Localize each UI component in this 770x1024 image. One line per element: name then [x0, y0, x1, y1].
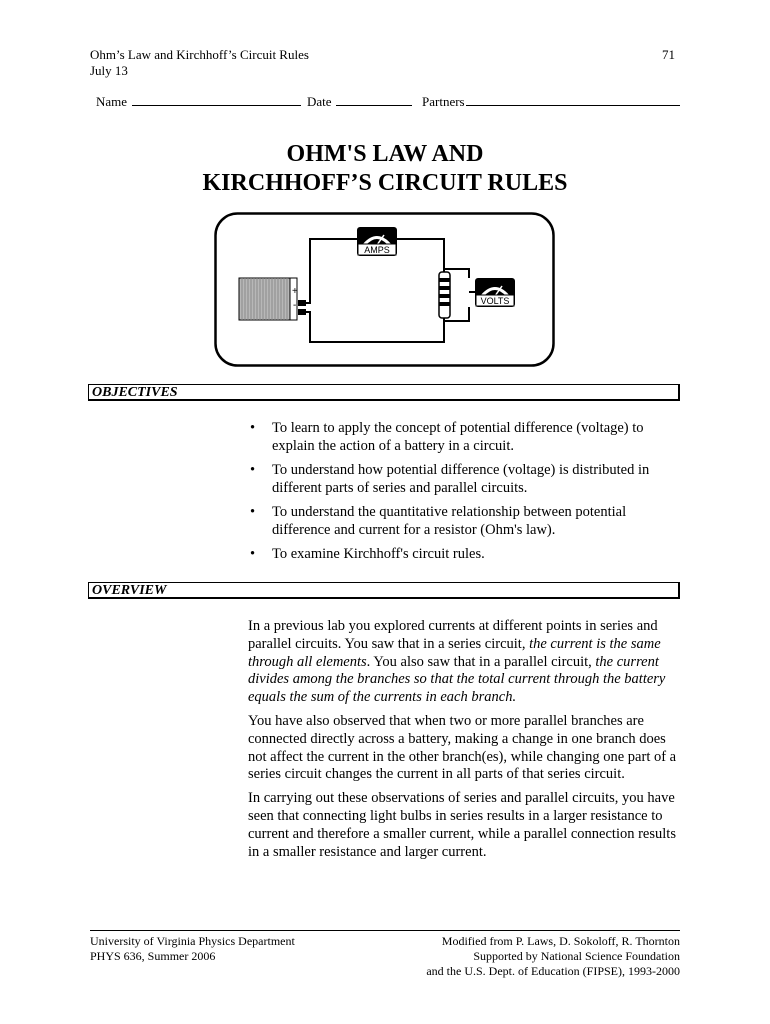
ammeter-icon	[357, 227, 397, 256]
footer-course: PHYS 636, Summer 2006	[90, 949, 216, 963]
partners-label: Partners	[422, 94, 465, 109]
overview-body	[248, 618, 680, 867]
resistor-icon	[439, 272, 450, 318]
running-header-title: Ohm’s Law and Kirchhoff’s Circuit Rules	[90, 47, 309, 62]
overview-section-bar	[88, 582, 680, 599]
list-item: • To examine Kirchhoff's circuit rules.	[250, 546, 485, 562]
ammeter-label: AMPS	[364, 245, 390, 255]
name-field[interactable]	[132, 94, 301, 106]
page-number: 71	[662, 47, 675, 62]
battery-plus-label: +	[292, 286, 298, 297]
footer-credit-3: and the U.S. Dept. of Education (FIPSE), 1993-2000	[426, 964, 680, 978]
partners-field[interactable]	[466, 94, 680, 106]
list-item: • To learn to apply the concept of potential difference (voltage) to explain the action of a battery in a circuit.	[250, 420, 644, 454]
footer-rule	[90, 930, 680, 931]
voltmeter-label: VOLTS	[480, 296, 510, 306]
overview-heading: OVERVIEW	[92, 583, 167, 598]
battery-icon	[239, 278, 306, 320]
overview-paragraph-2: You have also observed that when two or more parallel branches are connected directly across a battery, making a change in one branch does not affect the current in the other branch(es), while changing one part of a series circuit changes the current in all parts of that series circuit.	[248, 712, 677, 783]
date-label: Date	[307, 94, 332, 109]
circuit-diagram	[214, 212, 556, 368]
battery-minus-label: -	[293, 300, 297, 311]
running-header-date: July 13	[90, 63, 128, 78]
list-item: • To understand the quantitative relationship between potential difference and current for a resistor (Ohm's law).	[250, 504, 627, 538]
footer-institution: University of Virginia Physics Department	[90, 934, 295, 948]
objectives-list	[250, 420, 680, 571]
voltmeter-icon	[475, 278, 515, 307]
page-title-line2: KIRCHHOFF’S CIRCUIT RULES	[202, 170, 568, 196]
footer-credit-1: Modified from P. Laws, D. Sokoloff, R. Thornton	[441, 934, 680, 948]
page-title-line1: OHM'S LAW AND	[286, 141, 484, 167]
name-label: Name	[96, 94, 128, 109]
overview-paragraph-1: In a previous lab you explored currents at different points in series and parallel circuits. You saw that in a series circuit, the current is the same through all elements. You also saw that in a parallel circuit, the current divides among the branches so that the total current through the battery equals the sum of the currents in each branch.	[248, 618, 666, 706]
date-field[interactable]	[336, 94, 412, 106]
objectives-heading: OBJECTIVES	[92, 385, 178, 400]
footer-credit-2: Supported by National Science Foundation	[473, 949, 680, 963]
overview-paragraph-3: In carrying out these observations of series and parallel circuits, you have seen that connecting light bulbs in series results in a larger resistance to current and therefore a smaller current, while a parallel connection results in a smaller resistance and larger current.	[248, 790, 676, 860]
objectives-section-bar	[88, 384, 680, 401]
list-item: • To understand how potential difference (voltage) is distributed in different parts of series and parallel circuits.	[250, 462, 650, 496]
